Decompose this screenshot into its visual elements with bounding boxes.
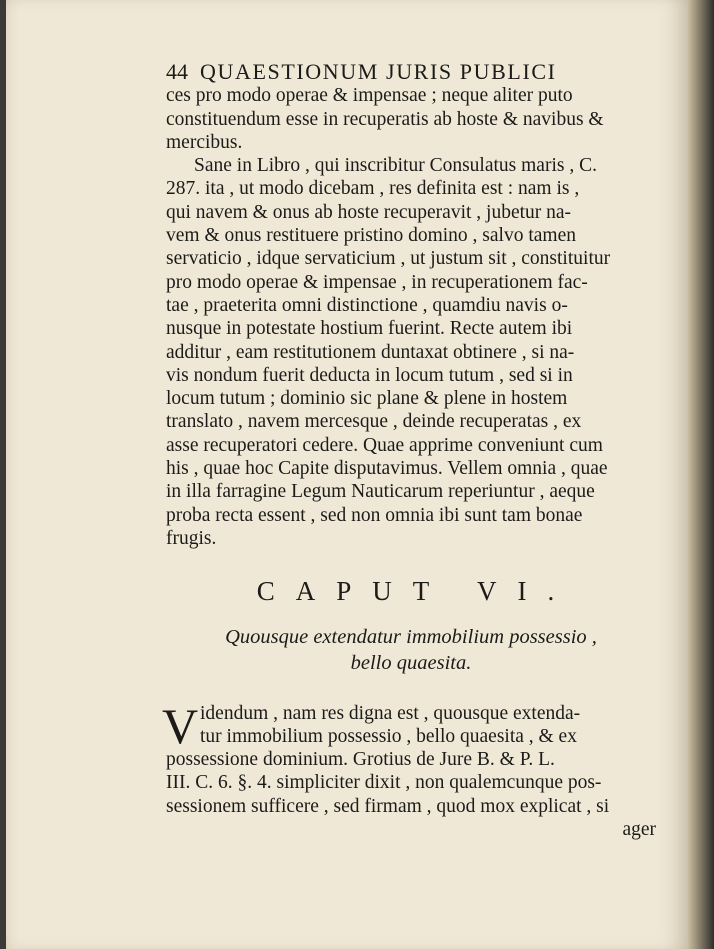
paragraph-3: [162, 697, 656, 842]
drop-cap: V: [162, 697, 199, 754]
text-line: vem & onus restituere pristino domino , salvo tamen: [166, 225, 576, 247]
text-line: III. C. 6. §. 4. simpliciter dixit , non qualemcunque pos-: [166, 772, 602, 794]
text-line: nusque in potestate hostium fuerint. Recte autem ibi: [166, 318, 573, 340]
text-block: [162, 59, 656, 841]
text-line: frugis.: [166, 527, 217, 549]
text-line: pro modo operae & impensae , in recuperationem fac-: [166, 271, 588, 293]
subtitle-line: bello quaesita.: [350, 651, 472, 674]
text-line: tur immobilium possessio , bello quaesita , & ex: [200, 725, 577, 747]
chapter-subtitle: [166, 624, 656, 676]
running-title: QUAESTIONUM JURIS PUBLICI: [200, 59, 557, 84]
text-line: locum tutum ; dominio sic plane & plene in hostem: [166, 388, 568, 410]
subtitle-line: Quousque extendatur immobilium possessio ,: [225, 625, 597, 648]
text-line: sessionem sufficere , sed firmam , quod mox explicat , si: [166, 795, 610, 817]
chapter-heading: CAPUT VI.: [256, 576, 576, 607]
text-line: asse recuperatori cedere. Quae apprime conveniunt cum: [166, 434, 603, 456]
text-line: in illa farragine Legum Nauticarum reperiuntur , aeque: [166, 481, 595, 503]
page-number: 44: [166, 59, 188, 84]
text-line: additur , eam restitutionem duntaxat obtinere , si na-: [166, 341, 575, 363]
text-line: proba recta essent , sed non omnia ibi sunt tam bonae: [166, 504, 583, 526]
text-line: his , quae hoc Capite disputavimus. Vellem omnia , quae: [166, 458, 608, 480]
text-line: tae , praeterita omni distinctione , quamdiu navis o-: [166, 294, 568, 316]
text-line: mercibus.: [166, 131, 243, 153]
running-head: [166, 60, 656, 83]
text-line: Sane in Libro , qui inscribitur Consulatus maris , C.: [194, 155, 597, 177]
catchword: ager: [622, 819, 656, 841]
text-line: constituendum esse in recuperatis ab hoste & navibus &: [166, 108, 604, 130]
text-line: translato , navem mercesque , deinde recuperatas , ex: [166, 411, 582, 433]
paragraph-1: [166, 84, 656, 154]
paragraph-2: [166, 154, 656, 550]
page-edge: [688, 0, 714, 949]
text-line: qui navem & onus ab hoste recuperavit , jubetur na-: [166, 201, 572, 223]
text-line: servaticio , idque servaticium , ut justum sit , constituitur: [166, 248, 611, 270]
text-line: idendum , nam res digna est , quousque extenda-: [200, 702, 581, 724]
text-line: ces pro modo operae & impensae ; neque aliter puto: [166, 85, 573, 107]
text-line: possessione dominium. Grotius de Jure B. & P. L.: [166, 749, 555, 771]
text-line: 287. ita , ut modo dicebam , res definita est : nam is ,: [166, 178, 580, 200]
text-line: vis nondum fuerit deducta in locum tutum , sed si in: [166, 364, 573, 386]
